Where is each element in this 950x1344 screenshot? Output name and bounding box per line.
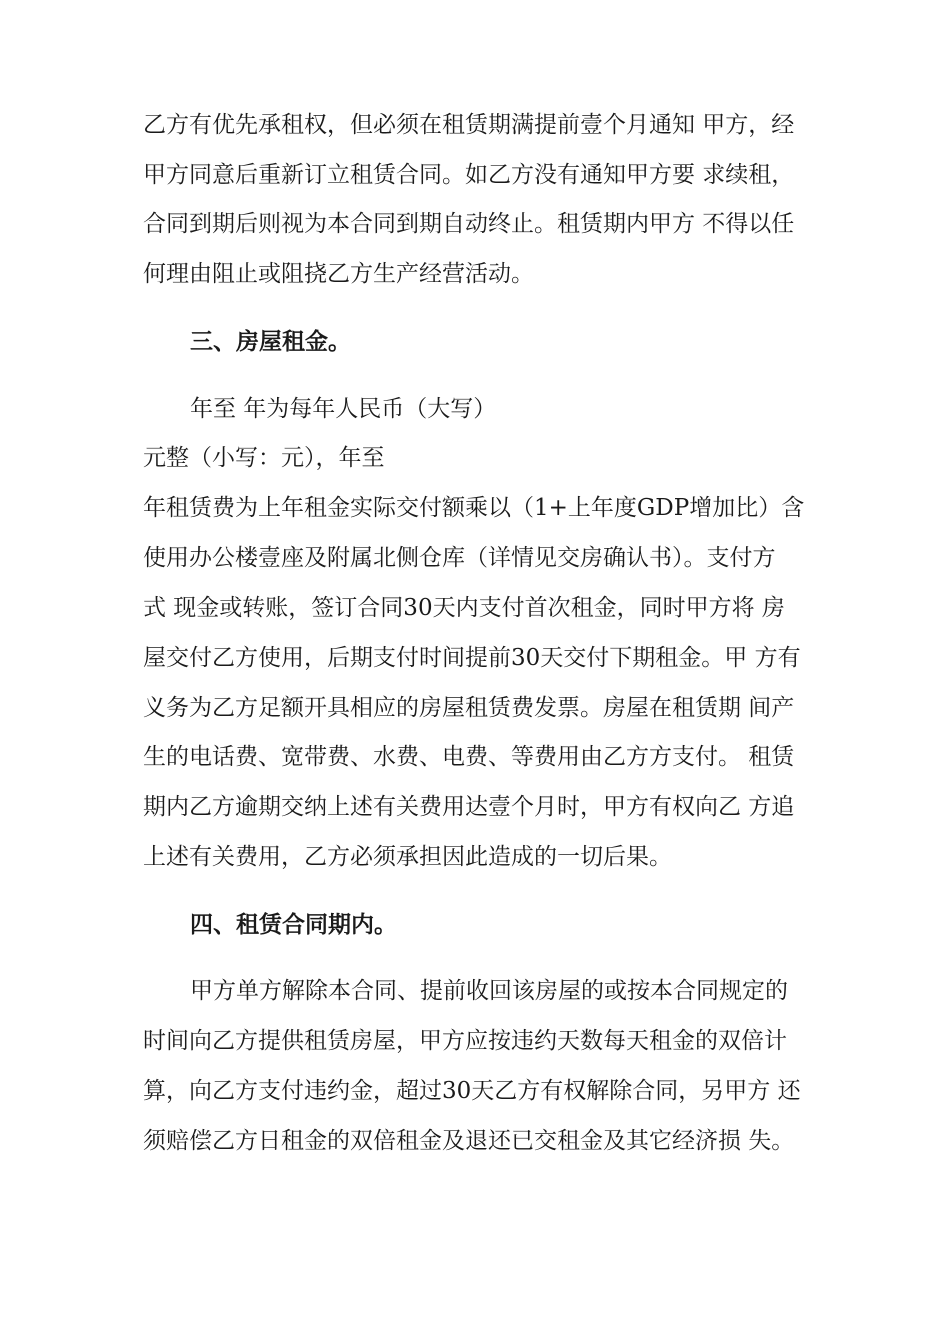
- paragraph-line: 式 现金或转账，签订合同30天内支付首次租金，同时甲方将 房: [143, 595, 785, 621]
- paragraph-line: 屋交付乙方使用，后期支付时间提前30天交付下期租金。甲 方有: [143, 645, 801, 671]
- paragraph-line: 生的电话费、宽带费、水费、电费、等费用由乙方方支付。 租赁: [143, 744, 795, 770]
- paragraph-line: 算，向乙方支付违约金，超过30天乙方有权解除合同，另甲方 还: [143, 1078, 801, 1104]
- paragraph-line: 甲方单方解除本合同、提前收回该房屋的或按本合同规定的: [190, 978, 788, 1004]
- section-heading: 四、租赁合同期内。: [190, 911, 397, 938]
- paragraph-line: 义务为乙方足额开具相应的房屋租赁费发票。房屋在租赁期 间产: [143, 695, 795, 721]
- paragraph-line: 元整（小写：元），年至: [143, 445, 385, 471]
- paragraph-line: 年至 年为每年人民币（大写）: [190, 396, 497, 422]
- paragraph-line: 上述有关费用，乙方必须承担因此造成的一切后果。: [143, 844, 672, 870]
- paragraph-line: 年租赁费为上年租金实际交付额乘以（1+上年度GDP增加比）含: [143, 495, 805, 521]
- paragraph-line: 须赔偿乙方日租金的双倍租金及退还已交租金及其它经济损 失。: [143, 1128, 795, 1154]
- paragraph-line: 时间向乙方提供租赁房屋，甲方应按违约天数每天租金的双倍计: [143, 1028, 787, 1054]
- paragraph-line: 期内乙方逾期交纳上述有关费用达壹个月时，甲方有权向乙 方追: [143, 794, 795, 820]
- paragraph-line: 使用办公楼壹座及附属北侧仓库（详情见交房确认书）。支付方: [143, 545, 776, 571]
- paragraph-line: 乙方有优先承租权，但必须在租赁期满提前壹个月通知 甲方，经: [143, 112, 795, 138]
- paragraph-line: 合同到期后则视为本合同到期自动终止。租赁期内甲方 不得以任: [143, 211, 795, 237]
- paragraph-line: 何理由阻止或阻挠乙方生产经营活动。: [143, 261, 534, 287]
- paragraph-line: 甲方同意后重新订立租赁合同。如乙方没有通知甲方要 求续租，: [143, 162, 795, 188]
- section-heading: 三、房屋租金。: [190, 328, 351, 355]
